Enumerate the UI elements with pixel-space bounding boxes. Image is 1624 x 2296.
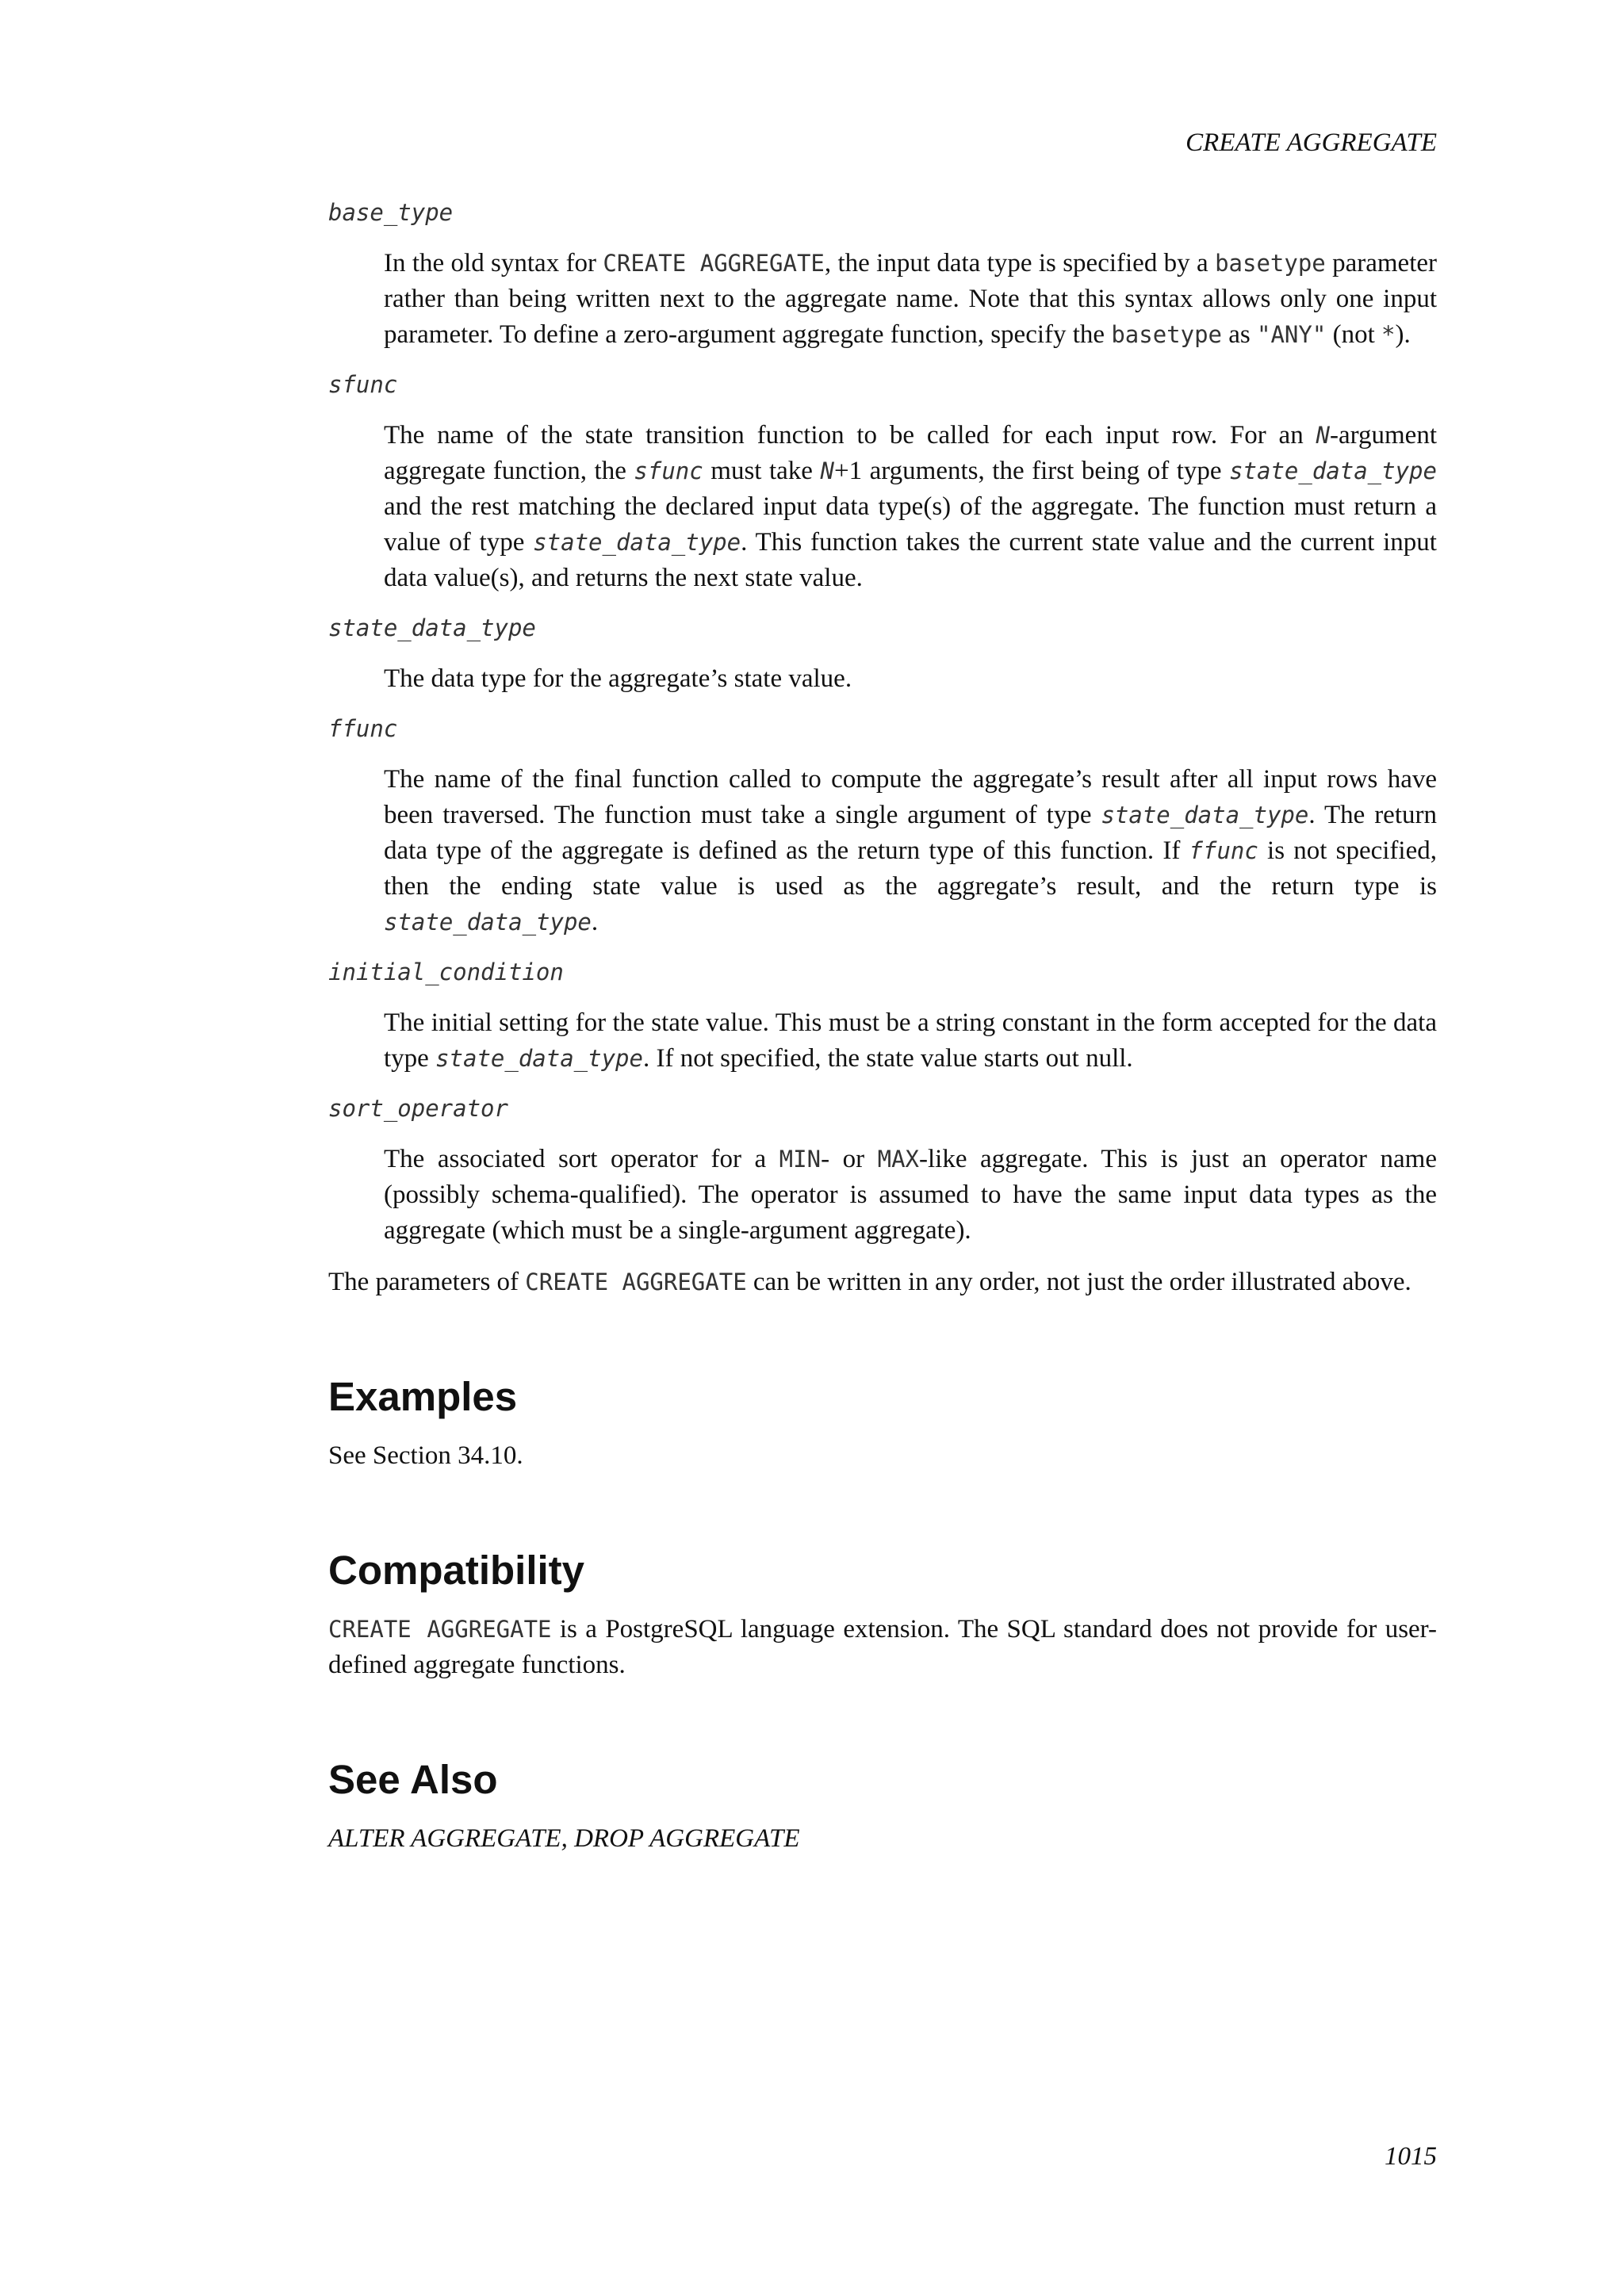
text-run: (not (1326, 320, 1381, 349)
code-parameter: ffunc (1189, 837, 1258, 864)
text-run: is not specified, then the ending state value is used as the aggregate’s result, and the return type is (384, 836, 1437, 901)
text-run: . This function takes the current state value and the current input data value(s), and returns the next state value. (384, 528, 1437, 592)
text-run: must take (703, 457, 821, 485)
text-run: The name of the final function called to compute the aggregate’s result after all input rows have been traversed. The function must take a single argument of type (384, 765, 1437, 829)
text-run: parameter rather than being written next to the aggregate name. Note that this syntax allows only one input parameter. To define a zero-argument aggregate function, specify the (384, 249, 1438, 349)
code-literal: basetype (1111, 321, 1223, 348)
section-heading-see-also: See Also (328, 1757, 498, 1802)
section-heading-compatibility: Compatibility (328, 1548, 585, 1593)
code-literal: MIN (779, 1146, 822, 1173)
text-run: The associated sort operator for a (384, 1145, 779, 1173)
text-run: ). (1395, 320, 1411, 349)
page-number: 1015 (1385, 2142, 1437, 2171)
text-run: as (1222, 320, 1258, 349)
code-parameter: N (820, 457, 834, 484)
code-literal: basetype (1215, 250, 1326, 277)
parameter-entry (328, 369, 1437, 596)
section-heading-examples: Examples (328, 1374, 518, 1419)
parameter-term: sort_operator (328, 1095, 508, 1122)
text-run: -like aggregate. This is just an operator name (possibly schema-qualified). The operator is assumed to have the same input data types as the aggregate (which must be a single-argument aggregate). (384, 1145, 1437, 1245)
parameter-entry (328, 713, 1437, 940)
text-run: +1 arguments, the first being of type (833, 457, 1230, 485)
text-run: The data type for the aggregate’s state value. (384, 664, 852, 693)
parameter-entry (328, 1093, 1437, 1249)
text-run: The initial setting for the state value. This must be a string constant in the form accepted for the data type (384, 1008, 1437, 1073)
code-literal: CREATE AGGREGATE (603, 250, 825, 277)
code-literal: MAX (877, 1146, 919, 1173)
parameter-description (384, 762, 1437, 940)
parameter-list (328, 197, 1437, 1249)
text-run: The name of the state transition function to be called for each input row. For an (384, 421, 1316, 450)
code-literal: * (1381, 321, 1396, 348)
text-run: , the input data type is specified by a (824, 249, 1216, 277)
text-run: - or (821, 1145, 878, 1173)
text-run: . If not specified, the state value starts out null. (642, 1044, 1133, 1073)
text-run: . The return data type of the aggregate is defined as the return type of this function. If (384, 801, 1437, 865)
parameter-description (384, 418, 1437, 596)
code-parameter: sfunc (634, 457, 703, 484)
parameter-term: state_data_type (328, 614, 536, 641)
code-parameter: state_data_type (435, 1045, 643, 1072)
parameter-description (384, 246, 1437, 353)
page-content (328, 197, 1437, 1857)
code-parameter: state_data_type (384, 909, 592, 936)
parameter-entry (328, 612, 1437, 697)
parameter-term: sfunc (328, 371, 398, 398)
text-run: is a PostgreSQL language extension. The SQL standard does not provide for user-defined aggregate functions. (328, 1615, 1437, 1679)
code-literal: CREATE AGGREGATE (525, 1269, 747, 1295)
text-run: can be written in any order, not just the order illustrated above. (746, 1268, 1411, 1296)
text-run: and the rest matching the declared input data type(s) of the aggregate. The function must return a value of type (384, 492, 1437, 557)
text-run: The parameters of (328, 1268, 526, 1296)
code-parameter: state_data_type (1101, 802, 1309, 828)
code-literal: "ANY" (1257, 321, 1327, 348)
code-parameter: state_data_type (1229, 457, 1437, 484)
see-also-links: ALTER AGGREGATE, DROP AGGREGATE (328, 1824, 800, 1853)
parameter-description (384, 1005, 1437, 1077)
parameter-term: ffunc (328, 715, 398, 742)
code-parameter: state_data_type (533, 529, 741, 556)
code-literal: CREATE AGGREGATE (328, 1616, 552, 1643)
parameter-entry (328, 197, 1437, 353)
code-parameter: N (1316, 422, 1330, 449)
text-run: -argument aggregate function, the (384, 421, 1437, 485)
text-run: . (591, 908, 599, 936)
examples-text (328, 1438, 1437, 1474)
parameter-description (384, 661, 1437, 697)
compatibility-text (328, 1612, 1437, 1683)
parameters-note (328, 1265, 1437, 1300)
parameter-description (384, 1142, 1437, 1249)
examples-text-content: See Section 34.10. (328, 1441, 523, 1470)
text-run: In the old syntax for (384, 249, 603, 277)
parameter-entry (328, 956, 1437, 1077)
parameter-term: base_type (328, 199, 454, 226)
running-header: CREATE AGGREGATE (1185, 128, 1437, 157)
parameter-term: initial_condition (328, 959, 564, 985)
